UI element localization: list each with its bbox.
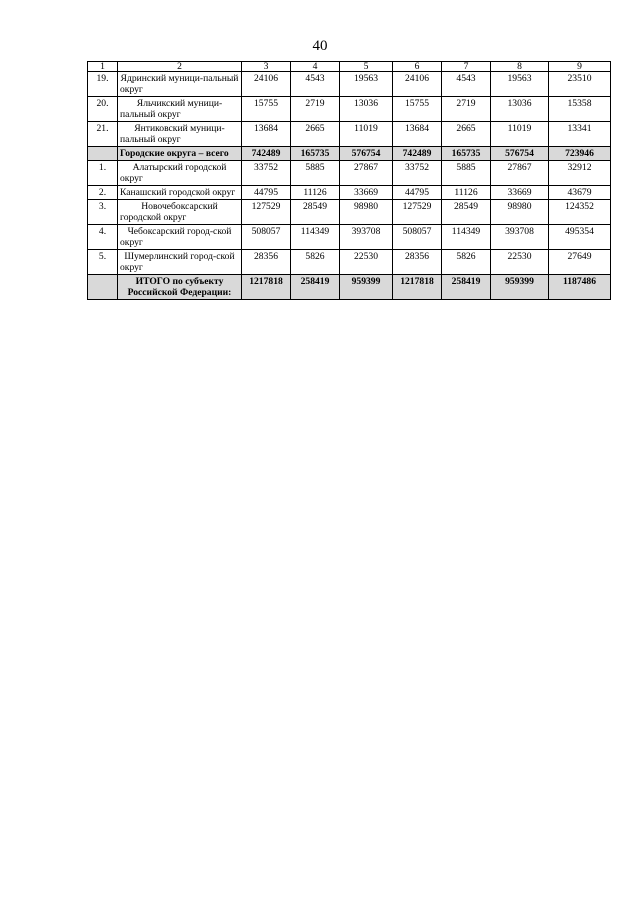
table-row bbox=[88, 250, 611, 275]
table-row bbox=[88, 97, 611, 122]
total-value-cell: 1187486 bbox=[549, 275, 611, 300]
column-number-header: 1 bbox=[88, 62, 118, 72]
value-cell: 33669 bbox=[340, 186, 393, 200]
total-value-cell: 1217818 bbox=[393, 275, 442, 300]
value-cell: 11019 bbox=[340, 122, 393, 147]
municipality-name: Янтиковский муници-пальный округ bbox=[118, 122, 242, 147]
row-number: 19. bbox=[88, 72, 118, 97]
value-cell: 23510 bbox=[549, 72, 611, 97]
municipality-name: Новочебоксарский городской округ bbox=[118, 200, 242, 225]
column-number-header: 3 bbox=[242, 62, 291, 72]
value-cell: 4543 bbox=[291, 72, 340, 97]
column-number-header: 7 bbox=[442, 62, 491, 72]
value-cell: 5826 bbox=[442, 250, 491, 275]
value-cell: 127529 bbox=[242, 200, 291, 225]
value-cell: 13036 bbox=[491, 97, 549, 122]
table-row bbox=[88, 161, 611, 186]
value-cell: 4543 bbox=[442, 72, 491, 97]
total-value-cell: 959399 bbox=[491, 275, 549, 300]
value-cell: 22530 bbox=[340, 250, 393, 275]
value-cell: 19563 bbox=[491, 72, 549, 97]
value-cell: 98980 bbox=[491, 200, 549, 225]
municipality-name: Чебоксарский город-ской округ bbox=[118, 225, 242, 250]
value-cell: 742489 bbox=[242, 147, 291, 161]
value-cell: 742489 bbox=[393, 147, 442, 161]
row-number: 21. bbox=[88, 122, 118, 147]
value-cell: 15755 bbox=[242, 97, 291, 122]
municipality-name: Ядринский муници-пальный округ bbox=[118, 72, 242, 97]
value-cell: 5826 bbox=[291, 250, 340, 275]
value-cell: 165735 bbox=[442, 147, 491, 161]
column-number-header: 6 bbox=[393, 62, 442, 72]
column-number-header: 5 bbox=[340, 62, 393, 72]
table-row bbox=[88, 225, 611, 250]
value-cell: 22530 bbox=[491, 250, 549, 275]
value-cell: 11019 bbox=[491, 122, 549, 147]
total-row bbox=[88, 275, 611, 300]
value-cell: 5885 bbox=[291, 161, 340, 186]
value-cell: 24106 bbox=[242, 72, 291, 97]
row-number bbox=[88, 275, 118, 300]
value-cell: 27867 bbox=[340, 161, 393, 186]
value-cell: 13684 bbox=[242, 122, 291, 147]
value-cell: 15358 bbox=[549, 97, 611, 122]
budget-table bbox=[87, 61, 611, 300]
value-cell: 2719 bbox=[442, 97, 491, 122]
row-number: 1. bbox=[88, 161, 118, 186]
municipality-name: Городские округа – всего bbox=[118, 147, 242, 161]
row-number: 3. bbox=[88, 200, 118, 225]
value-cell: 43679 bbox=[549, 186, 611, 200]
value-cell: 11126 bbox=[442, 186, 491, 200]
table-row bbox=[88, 72, 611, 97]
value-cell: 24106 bbox=[393, 72, 442, 97]
value-cell: 15755 bbox=[393, 97, 442, 122]
value-cell: 11126 bbox=[291, 186, 340, 200]
value-cell: 13036 bbox=[340, 97, 393, 122]
municipality-name: Шумерлинский город-ской округ bbox=[118, 250, 242, 275]
value-cell: 13684 bbox=[393, 122, 442, 147]
value-cell: 393708 bbox=[491, 225, 549, 250]
municipality-name: Алатырский городской округ bbox=[118, 161, 242, 186]
column-number-header: 2 bbox=[118, 62, 242, 72]
value-cell: 28356 bbox=[393, 250, 442, 275]
value-cell: 27867 bbox=[491, 161, 549, 186]
column-number-header: 9 bbox=[549, 62, 611, 72]
value-cell: 508057 bbox=[242, 225, 291, 250]
value-cell: 114349 bbox=[442, 225, 491, 250]
value-cell: 19563 bbox=[340, 72, 393, 97]
table-row bbox=[88, 186, 611, 200]
row-number bbox=[88, 147, 118, 161]
table-body bbox=[88, 62, 611, 300]
total-value-cell: 959399 bbox=[340, 275, 393, 300]
table-row bbox=[88, 200, 611, 225]
row-number: 20. bbox=[88, 97, 118, 122]
value-cell: 44795 bbox=[393, 186, 442, 200]
total-value-cell: 258419 bbox=[291, 275, 340, 300]
value-cell: 576754 bbox=[491, 147, 549, 161]
value-cell: 393708 bbox=[340, 225, 393, 250]
value-cell: 165735 bbox=[291, 147, 340, 161]
value-cell: 27649 bbox=[549, 250, 611, 275]
page-number: 40 bbox=[312, 38, 328, 54]
value-cell: 32912 bbox=[549, 161, 611, 186]
table-row bbox=[88, 122, 611, 147]
column-number-header: 4 bbox=[291, 62, 340, 72]
header-row bbox=[88, 62, 611, 72]
value-cell: 98980 bbox=[340, 200, 393, 225]
value-cell: 495354 bbox=[549, 225, 611, 250]
value-cell: 127529 bbox=[393, 200, 442, 225]
column-number-header: 8 bbox=[491, 62, 549, 72]
municipality-name: Канашский городской округ bbox=[118, 186, 242, 200]
subtotal-row bbox=[88, 147, 611, 161]
value-cell: 44795 bbox=[242, 186, 291, 200]
value-cell: 33752 bbox=[242, 161, 291, 186]
value-cell: 28356 bbox=[242, 250, 291, 275]
value-cell: 5885 bbox=[442, 161, 491, 186]
total-value-cell: 258419 bbox=[442, 275, 491, 300]
row-number: 5. bbox=[88, 250, 118, 275]
value-cell: 33752 bbox=[393, 161, 442, 186]
value-cell: 2719 bbox=[291, 97, 340, 122]
value-cell: 124352 bbox=[549, 200, 611, 225]
value-cell: 2665 bbox=[291, 122, 340, 147]
row-number: 4. bbox=[88, 225, 118, 250]
municipality-name: Яльчикский муници-пальный округ bbox=[118, 97, 242, 122]
value-cell: 28549 bbox=[291, 200, 340, 225]
value-cell: 508057 bbox=[393, 225, 442, 250]
total-value-cell: 1217818 bbox=[242, 275, 291, 300]
value-cell: 28549 bbox=[442, 200, 491, 225]
value-cell: 576754 bbox=[340, 147, 393, 161]
value-cell: 13341 bbox=[549, 122, 611, 147]
value-cell: 33669 bbox=[491, 186, 549, 200]
value-cell: 2665 bbox=[442, 122, 491, 147]
value-cell: 114349 bbox=[291, 225, 340, 250]
value-cell: 723946 bbox=[549, 147, 611, 161]
total-label: ИТОГО по субъекту Российской Федерации: bbox=[118, 275, 242, 300]
row-number: 2. bbox=[88, 186, 118, 200]
